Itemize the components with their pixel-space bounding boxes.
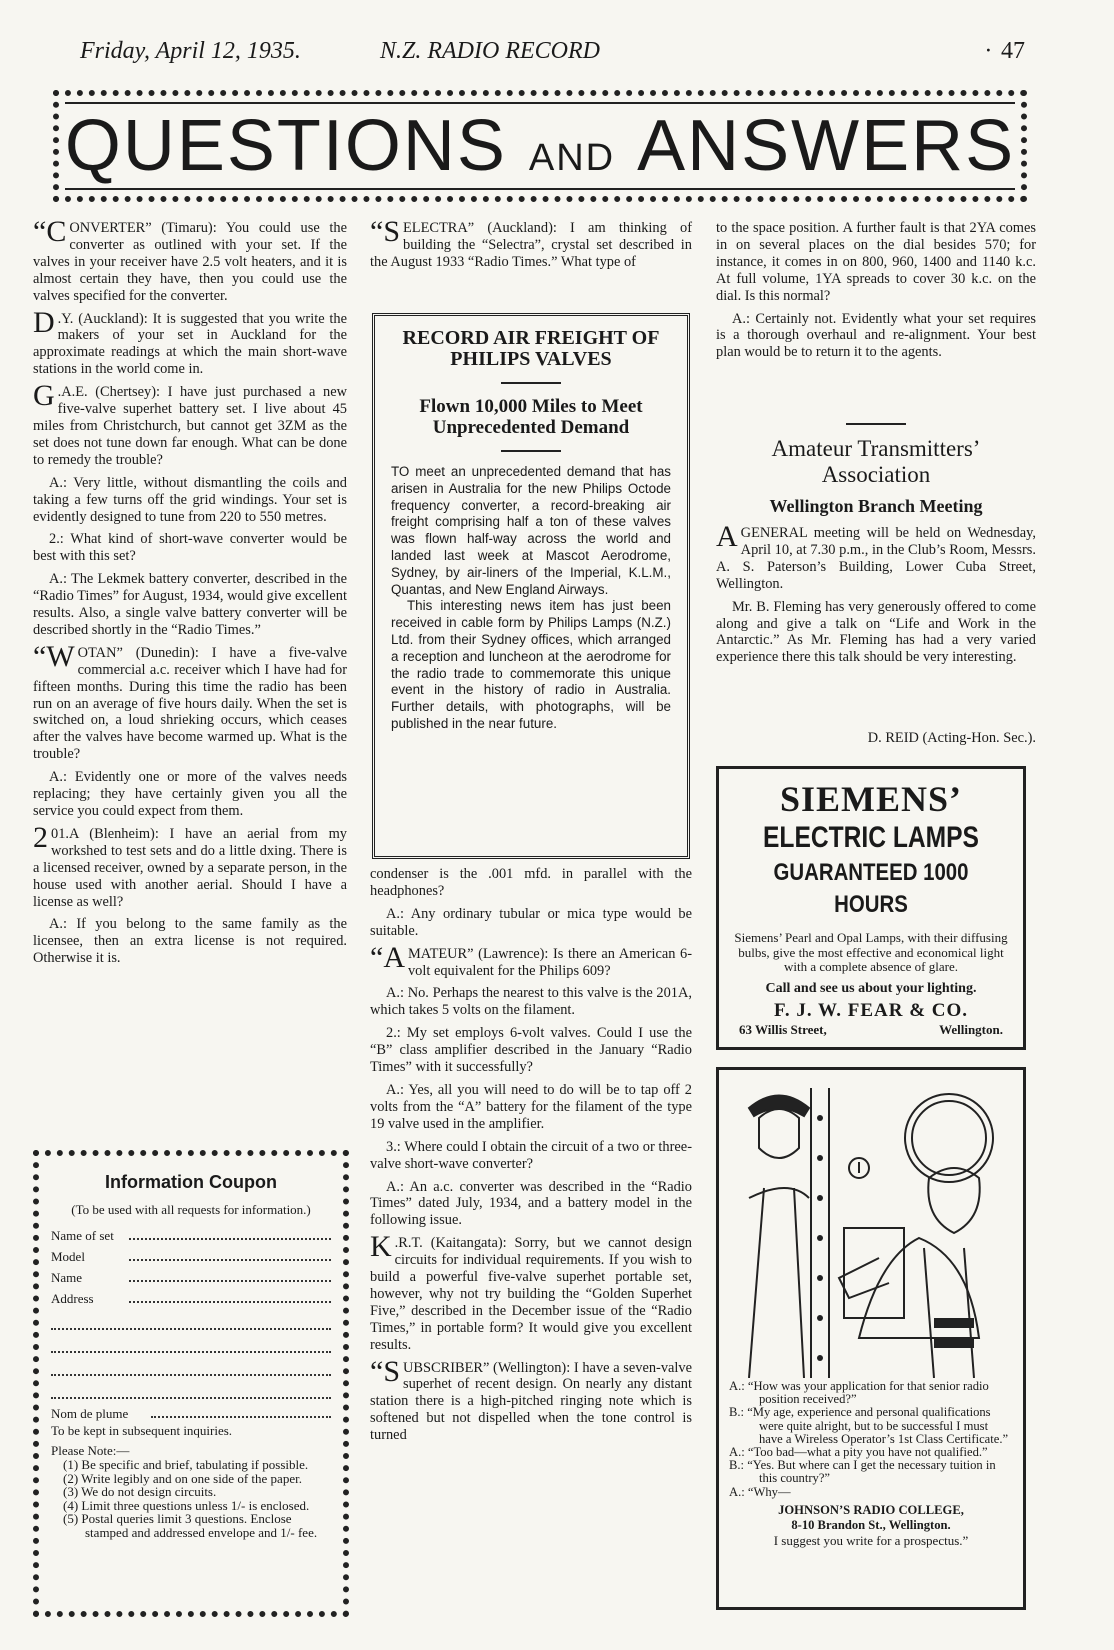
nom-de-plume-field[interactable]	[151, 1403, 331, 1418]
section-banner	[53, 90, 1027, 202]
paragraph: G .A.E. (Chertsey): I have just purchased a new five-valve superhet battery set. I live about 45 miles from Christchurch, but cannot get 3ZM as the set does not tune down far enough. What can be done to remedy the trouble?	[33, 379, 347, 468]
dialogue-line: A.: “How was your application for that senior radio position received?”	[729, 1379, 989, 1407]
dialogue-line: A.: “Too bad—what a pity you have not qualified.”	[729, 1445, 988, 1460]
dialogue-line: B.: “My age, experience and personal qualifications were quite alright, but to be successful I must have a Wireless Operator’s 1st Class Certificate.”	[729, 1405, 1009, 1446]
coupon-field-label: Address	[51, 1291, 94, 1306]
siemens-firm: F. J. W. FEAR & CO.	[773, 999, 969, 1021]
masthead: Friday, April 12, 1935. N.Z. RADIO RECORD · 47	[80, 38, 1025, 64]
paragraph: A GENERAL meeting will be held on Wednesday, April 10, at 7.30 p.m., in the Club’s Room, Messrs. A. S. Paterson’s Building, Lower Cuba Street, Wellington.	[716, 520, 1036, 592]
siemens-call: Call and see us about your lighting.	[765, 980, 977, 996]
column-1	[33, 215, 347, 973]
association-subheading: Wellington Branch Meeting	[769, 496, 983, 516]
paragraph: A.: Very little, without dismantling the coils and taking a few turns off the grid windings. Your set is evidently designed to tune from 220 to 550 metres.	[33, 474, 347, 525]
paragraph: A.: An a.c. converter was described in the “Radio Times” dated July, 1934, and a battery model in the following issue.	[370, 1178, 692, 1229]
siemens-street: 63 Willis Street,	[739, 1021, 827, 1037]
column-2-bottom	[370, 866, 692, 1450]
article-subhead: Flown 10,000 Miles to Meet Unprecedented Demand	[419, 396, 643, 438]
paragraph: A.: The Lekmek battery converter, described in the “Radio Times” for August, 1934, would give excellent results. Also, a single valve battery converter will be described shortly in the “Radio Times.”	[33, 571, 347, 638]
article-headline: RECORD AIR FREIGHT OF PHILIPS VALVES	[402, 327, 660, 370]
coupon-rule: (5) Postal queries limit 3 questions. Enclose stamped and addressed envelope and 1/- fee.	[63, 1511, 318, 1540]
paragraph: K .R.T. (Kaitangata): Sorry, but we cannot design circuits for individual requirements. If you wish to build a powerful five-valve superhet portable set, however, why not try building the “Golden Superhet Five,” described in the December issue of the “Radio Times,” in portable form? It would give you excellent results.	[370, 1230, 692, 1353]
coupon-title: Information Coupon	[105, 1172, 277, 1192]
drop-cap: “A	[370, 940, 405, 974]
coupon-field-input[interactable]	[129, 1267, 331, 1282]
paragraph: to the space position. A further fault is that 2YA comes in on several places on the dial besides 570; for instance, it comes in on 800, 960, 1400 and 1140 k.c. At full volume, 1YA spreads to cover 30 k.c. on the dial. Is this normal?	[716, 220, 1036, 304]
coupon-rule: (3) We do not design circuits.	[63, 1484, 217, 1500]
paragraph: 3.: Where could I obtain the circuit of a two or three-valve short-wave converter?	[370, 1138, 692, 1172]
coupon-field-label: Model	[51, 1249, 85, 1264]
coupon-field-label: Name	[51, 1270, 83, 1285]
siemens-body: Siemens’ Pearl and Opal Lamps, with their diffusing bulbs, give the most effective and economical light with a complete absence of glare.	[734, 930, 1008, 974]
siemens-city: Wellington.	[939, 1021, 1003, 1037]
drop-cap: 2	[33, 820, 48, 854]
coupon-rule: (4) Limit three questions unless 1/- is enclosed.	[63, 1497, 310, 1513]
paragraph: “AMATEUR” (Lawrence): Is there an American 6-volt equivalent for the Philips 609?	[370, 940, 692, 979]
coupon-field-input[interactable]	[129, 1288, 331, 1303]
coupon-blank-line	[51, 1355, 331, 1376]
paragraph: A.: No. Perhaps the nearest to this valve is the 201A, which takes 5 volts on the filament.	[370, 985, 692, 1019]
drop-cap: D	[33, 305, 55, 339]
paragraph: A.: Evidently one or more of the valves needs replacing; they have certainly given you all the service you could expect from them.	[33, 769, 347, 819]
information-coupon	[33, 1150, 349, 1617]
paragraph: condenser is the .001 mfd. in parallel with the headphones?	[370, 866, 692, 899]
johnson-college-advert	[716, 1067, 1026, 1610]
air-freight-article	[372, 313, 690, 859]
article-para-2: This interesting news item has just been received in cable form by Philips Lamps (N.Z.) Ltd. from their Sydney offices, which arranged a reception and luncheon at the aerodrome for the radio trade to commemorate this unique event in the history of radio in Australia. Further details, with photographs, will be published in the near future.	[391, 598, 671, 731]
college-address: 8-10 Brandon St., Wellington.	[791, 1517, 951, 1532]
association-notice	[716, 520, 1036, 672]
please-note-label: Please Note:—	[51, 1443, 130, 1458]
drop-cap: A	[716, 520, 738, 553]
college-suggestion: I suggest you write for a prospectus.”	[773, 1532, 969, 1548]
article-para-1: TO meet an unprecedented demand that has arisen in Australia for the new Philips Octode frequency converter, a record-breaking air freight comprising half a ton of these valves was flown half-way across the world and landed last week at Mascot Aerodrome, Sydney, by air-liners of the Imperial, K.L.M., Quantas, and New England Airways.	[391, 464, 671, 597]
drop-cap: “W	[33, 639, 75, 673]
paragraph: “WOTAN” (Dunedin): I have a five-valve commercial a.c. receiver which I have had for fifteen months. During this time the radio has been run on an average of five hours daily. When the set is switched on, a loud shrieking occurs, which ceases after the valves have become warmed up. What is the trouble?	[33, 639, 347, 763]
coupon-blank-line	[51, 1309, 331, 1330]
column-3-top	[716, 220, 1036, 367]
coupon-blank-line	[51, 1378, 331, 1399]
drop-cap: “S	[370, 215, 400, 248]
coupon-rule: (2) Write legibly and on one side of the paper.	[63, 1470, 302, 1486]
coupon-rules-list	[51, 1458, 331, 1540]
page-number: 47	[1001, 38, 1025, 64]
siemens-product: ELECTRIC LAMPS	[763, 821, 979, 854]
ship-cartoon-illustration	[729, 1078, 1013, 1378]
association-heading: Amateur Transmitters’ Association	[771, 436, 981, 487]
section-title: QUESTIONS AND ANSWERS	[64, 106, 1016, 186]
paragraph: “CONVERTER” (Timaru): You could use the converter as outlined with your set. If the valves in your receiver have 2.5 volt heaters, and it is almost certain they have, then you could use the valves specified for the converter.	[33, 215, 347, 304]
drop-cap: “C	[33, 215, 67, 248]
coupon-field-label: Name of set	[51, 1228, 114, 1243]
nom-de-plume-label: Nom de plume	[51, 1406, 129, 1421]
coupon-rule: (1) Be specific and brief, tabulating if possible.	[63, 1457, 309, 1472]
paragraph: D .Y. (Auckland): It is suggested that you write the makers of your set in Auckland for the approximate readings at which the main short-wave stations in the world come in.	[33, 305, 347, 378]
coupon-blank-line	[51, 1332, 331, 1353]
coupon-field-input[interactable]	[129, 1246, 331, 1261]
paragraph: 2.: My set employs 6-volt valves. Could I use the “B” class amplifier described in the January “Radio Times” with it successfully?	[370, 1025, 692, 1076]
paragraph: 2.: What kind of short-wave converter would be best with this set?	[33, 531, 347, 565]
siemens-brand: SIEMENS’	[779, 779, 963, 819]
issue-date: Friday, April 12, 1935.	[80, 38, 301, 64]
publication-name: N.Z. RADIO RECORD	[380, 38, 600, 64]
drop-cap: “S	[370, 1354, 400, 1388]
paragraph: A.: Yes, all you will need to do will be to tap off 2 volts from the “A” battery for the filament of the type 19 valve used in the amplifier.	[370, 1081, 692, 1132]
paragraph: “SELECTRA” (Auckland): I am thinking of building the “Selectra”, crystal set described in the August 1933 “Radio Times.” What type of	[370, 215, 692, 270]
siemens-guarantee: GUARANTEED 1000 HOURS	[773, 859, 969, 918]
paragraph: A.: If you belong to the same family as the licensee, then an extra license is not required. Otherwise it is.	[33, 916, 347, 967]
paragraph: “SUBSCRIBER” (Wellington): I have a seven-valve superhet of recent design. On nearly any distant station there is a high-pitched ringing note which is softened but not dispelled when the tone control is turned	[370, 1354, 692, 1444]
siemens-advert	[716, 766, 1026, 1050]
college-name: JOHNSON’S RADIO COLLEGE,	[778, 1502, 964, 1517]
coupon-note: (To be used with all requests for information.)	[71, 1202, 311, 1217]
coupon-field-input[interactable]	[129, 1225, 331, 1240]
drop-cap: G	[33, 379, 55, 413]
coupon-fields	[51, 1225, 331, 1309]
paragraph: 2 01.A (Blenheim): I have an aerial from my workshed to test sets and do a little dxing. There is a licensed receiver, owned by a separate person, in the house used with another aerial. Should I have a license as well?	[33, 820, 347, 910]
coupon-keep-note: To be kept in subsequent inquiries.	[51, 1423, 233, 1438]
dialogue-line: B.: “Yes. But where can I get the necessary tuition in this country?”	[729, 1458, 996, 1486]
drop-cap: K	[370, 1230, 392, 1264]
paragraph: A.: Certainly not. Evidently what your set requires is a thorough overhaul and re-alignment. Your best plan would be to return it to the agents.	[716, 310, 1036, 361]
dialogue-line: A.: “Why—	[729, 1484, 791, 1499]
association-signature: D. REID (Acting-Hon. Sec.).	[867, 730, 1036, 746]
paragraph: Mr. B. Fleming has very generously offered to come along and give a talk on “Life and Work in the Antarctic.” As Mr. Fleming has had a very varied experience there this talk should be very interesting.	[716, 598, 1036, 666]
cartoon-dialogue	[729, 1380, 1013, 1499]
paragraph: A.: Any ordinary tubular or mica type would be suitable.	[370, 905, 692, 939]
column-2-top	[370, 215, 692, 277]
